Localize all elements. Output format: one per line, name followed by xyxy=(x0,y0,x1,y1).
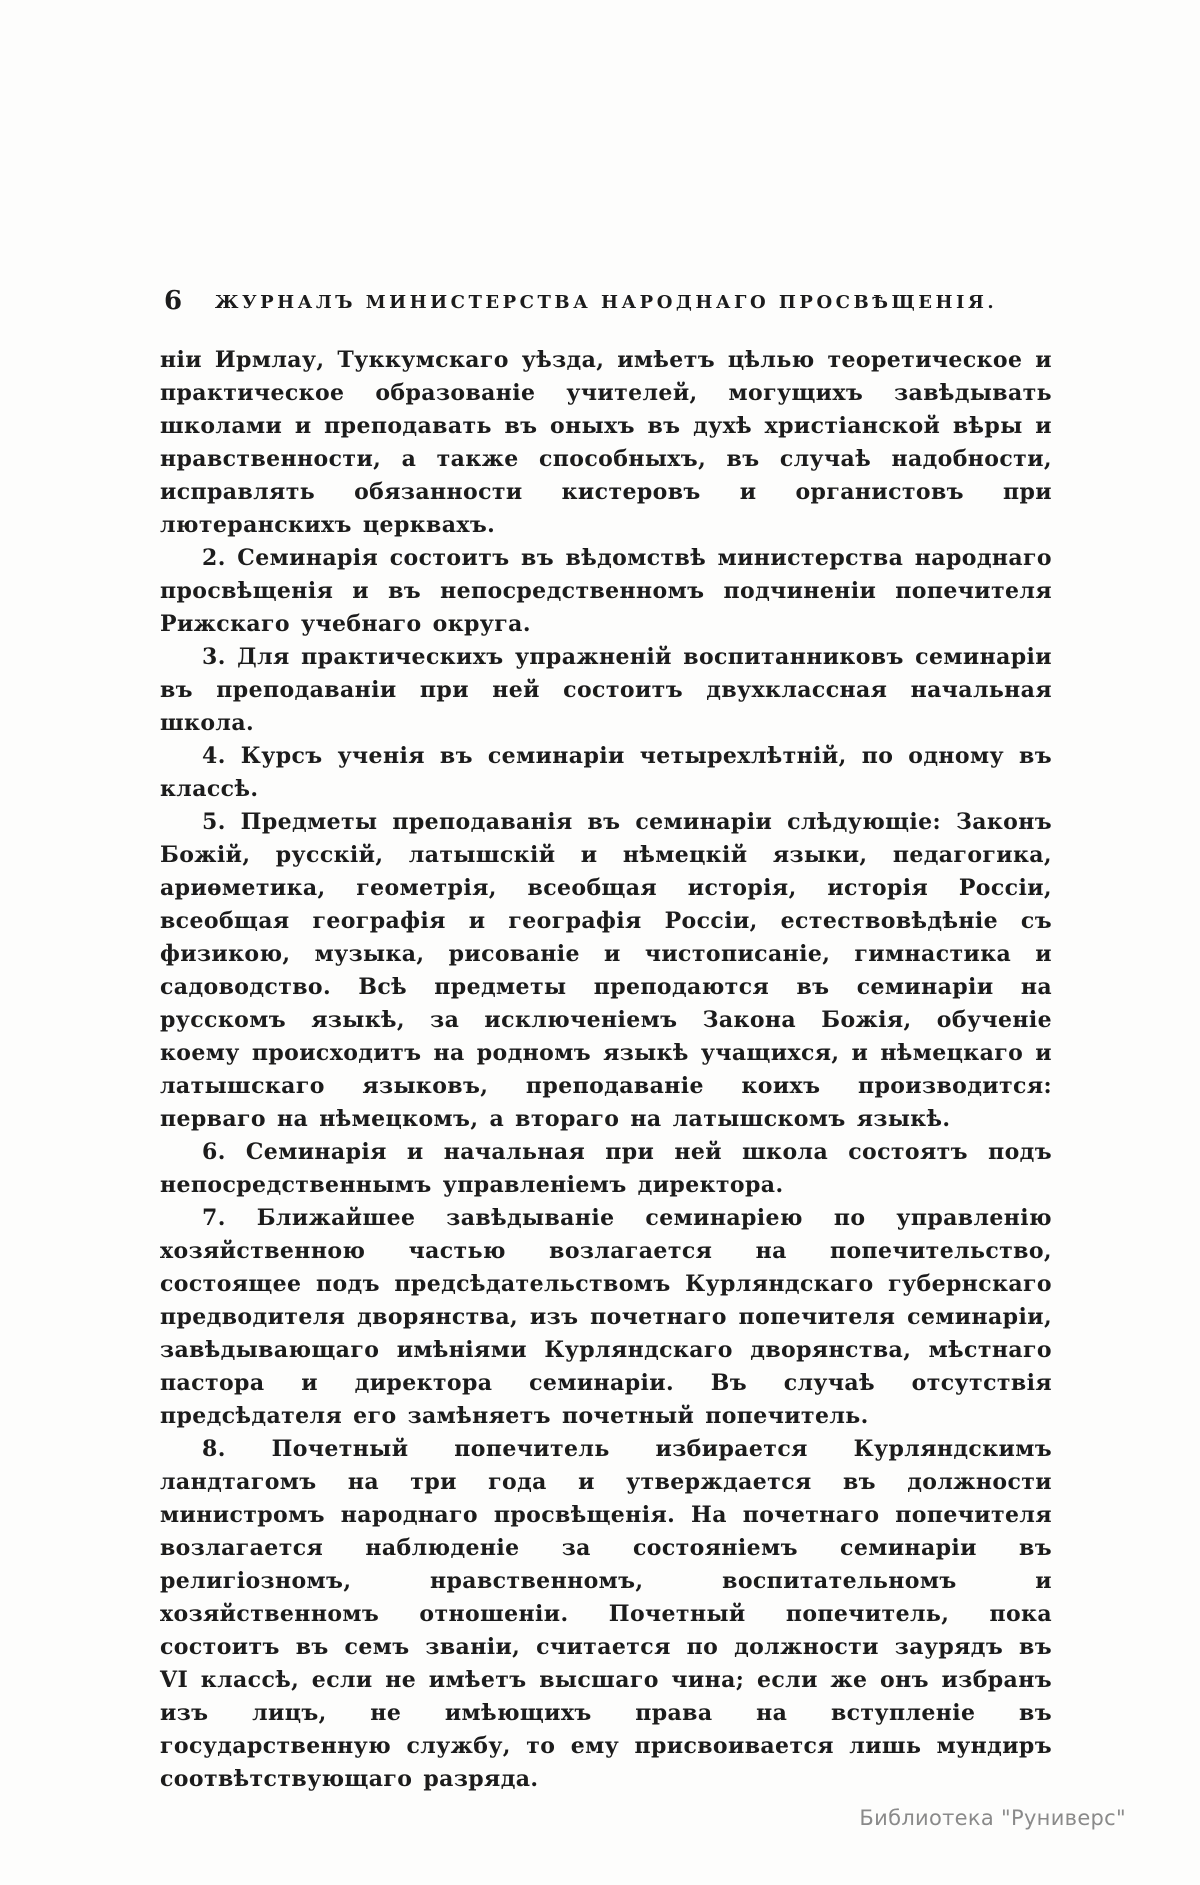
paragraph-continuation: ніи Ирмлау, Туккумскаго уѣзда, имѣетъ цѣлью теоретическое и практическое образованіе учителей, могущихъ завѣдывать школами и преподавать въ оныхъ въ духѣ христіанской вѣры и нравственности, а также способныхъ, въ случаѣ надобности, исправлять обязанности кистеровъ и органистовъ при лютеранскихъ церквахъ. xyxy=(160,347,1052,538)
paragraph-item-4: 4. Курсъ ученія въ семинаріи четырехлѣтній, по одному въ классѣ. xyxy=(160,743,1052,802)
library-watermark: Библиотека "Руниверс" xyxy=(859,1806,1126,1830)
page-header xyxy=(160,286,1052,320)
paragraph-item-2: 2. Семинарія состоитъ въ вѣдомствѣ министерства народнаго просвѣщенія и въ непосредственномъ подчиненіи попечителя Рижскаго учебнаго округа. xyxy=(160,545,1052,637)
text-block xyxy=(160,344,1052,1796)
journal-title: ЖУРНАЛЪ МИНИСТЕРСТВА НАРОДНАГО ПРОСВѢЩЕНІЯ. xyxy=(214,292,998,313)
paragraph-item-5: 5. Предметы преподаванія въ семинаріи слѣдующіе: Законъ Божій, русскій, латышскій и нѣмецкій языки, педагогика, ариѳметика, геометрія, всеобщая исторія, исторія Россіи, всеобщая географія и географія Россіи, естествовѣдѣніе съ физикою, музыка, рисованіе и чистописаніе, гимнастика и садоводство. Всѣ предметы преподаются въ семинаріи на русскомъ языкѣ, за исключеніемъ Закона Божія, обученіе коему происходитъ на родномъ языкѣ учащихся, и нѣмецкаго и латышскаго языковъ, преподаваніе коихъ производится: перваго на нѣмецкомъ, а втораго на латышскомъ языкѣ. xyxy=(160,809,1052,1132)
paragraph-item-8: 8. Почетный попечитель избирается Курляндскимъ ландтагомъ на три года и утверждается въ должности министромъ народнаго просвѣщенія. На почетнаго попечителя возлагается наблюденіе за состояніемъ семинаріи въ религіозномъ, нравственномъ, воспитательномъ и хозяйственномъ отношеніи. Почетный попечитель, пока состоитъ въ семъ званіи, считается по должности заурядъ въ VI классѣ, если не имѣетъ высшаго чина; если же онъ избранъ изъ лицъ, не имѣющихъ права на вступленіе въ государственную службу, то ему присвоивается лишь мундиръ соотвѣтствующаго разряда. xyxy=(160,1436,1052,1792)
paragraph-item-6: 6. Семинарія и начальная при ней школа состоятъ подъ непосредственнымъ управленіемъ директора. xyxy=(160,1139,1052,1198)
paragraph-item-3: 3. Для практическихъ упражненій воспитанниковъ семинаріи въ преподаваніи при ней состоитъ двухклассная начальная школа. xyxy=(160,644,1052,736)
page-number: 6 xyxy=(164,286,183,316)
paragraph-item-7: 7. Ближайшее завѣдываніе семинаріею по управленію хозяйственною частью возлагается на попечительство, состоящее подъ предсѣдательствомъ Курляндскаго губернскаго предводителя дворянства, изъ почетнаго попечителя семинаріи, завѣдывающаго имѣніями Курляндскаго дворянства, мѣстнаго пастора и директора семинаріи. Въ случаѣ отсутствія предсѣдателя его замѣняетъ почетный попечитель. xyxy=(160,1205,1052,1429)
